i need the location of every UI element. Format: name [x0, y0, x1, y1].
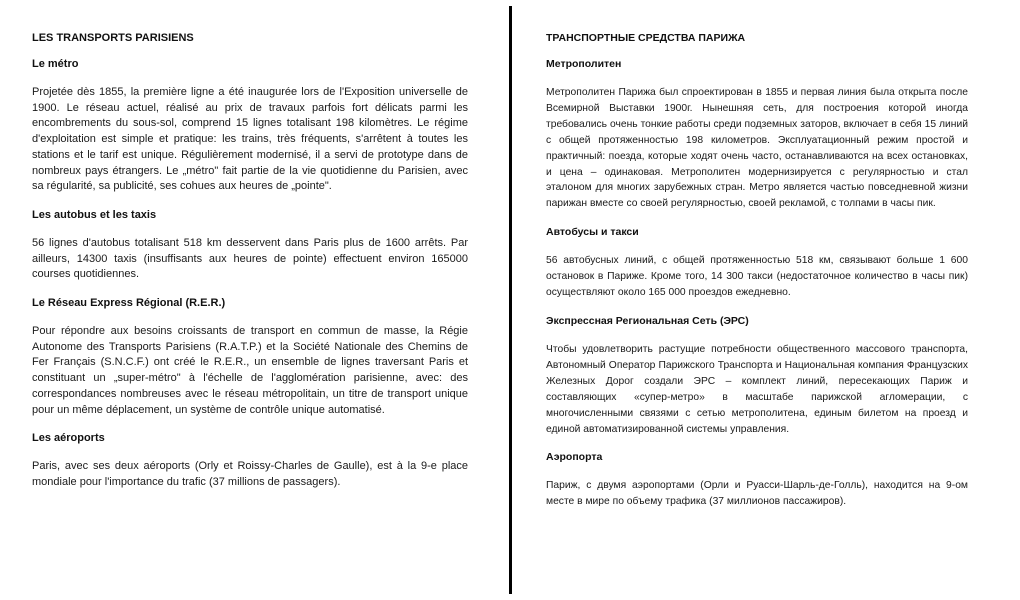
- section-bus-taxi-ru: [546, 225, 968, 301]
- section-airports-fr: [32, 431, 468, 490]
- document-title-fr: LES TRANSPORTS PARISIENS: [32, 32, 194, 44]
- russian-column: [546, 31, 968, 523]
- section-body: Paris, avec ses deux aéroports (Orly et Roissy-Charles de Gaulle), est à la 9-e place mondiale pour l'importance du trafic (37 millions de passagers).: [32, 460, 468, 488]
- section-airports-ru: [546, 450, 968, 510]
- french-column: [32, 31, 468, 504]
- section-body: Pour répondre aux besoins croissants de transport en commun de masse, la Régie Autonome des Transports Parisiens (R.A.T.P.) et la Société Nationale des Chemins de Fer Français (S.N.C.F.) ont créé le R.E.R., un ensemble de lignes traversant Paris et constituant un „super-métro" à l'échelle de l'agglomération parisienne, avec: des correspondances nombreuses avec le réseau métropolitain, un titre de transport unique pour un même déplacement, un système de contrôle unique automatisé.: [32, 325, 468, 416]
- section-heading: Le métro: [32, 58, 79, 70]
- section-heading: Метрополитен: [546, 58, 622, 70]
- section-rer-fr: [32, 296, 468, 418]
- section-heading: Le Réseau Express Régional (R.E.R.): [32, 297, 226, 310]
- section-heading: Экспрессная Региональная Сеть (ЭРС): [546, 314, 749, 327]
- section-heading: Аэропорта: [546, 451, 603, 464]
- section-heading: Les aéroports: [32, 432, 105, 445]
- section-body: Метрополитен Парижа был спроектирован в 1855 и первая линия была открыта после Всемирной Выставки 1900г. Нынешняя сеть, для построения которой иногда требовались очень тонкие работы среди подземных заторов, включает в себя 15 линий с общей протяженностью 198 километров. Эксплуатационный режим простой и практичный: поезда, которые ходят очень часто, останавливаются на всех остановках, и цена – одинаковая. Метрополитен модернизируется с регулярностью и стал эталоном для многих зарубежных стран. Метро является частью повседневной жизни парижан вместе со своей регулярностью, своей рекламой, с толпами в часы пик.: [546, 87, 968, 210]
- section-body: Projetée dès 1855, la première ligne a été inaugurée lors de l'Exposition universelle de 1900. Le réseau actuel, réalisé au prix de travaux parfois fort délicats parmi les encombrements du sous-sol, comprend 15 lignes totalisant 198 kilomètres. Le régime d'exploitation est simple et pratique: les trains, très fréquents, s'arrêtent à toutes les stations et le tarif est unique. Régulièrement modernisé, il a servi de prototype dans de nombreux pays étrangers. Le „métro" fait partie de la vie quotidienne du Parisien, avec sa régularité, sa publicité, ses cohues aux heures de „pointe".: [32, 86, 468, 193]
- document-title-ru: ТРАНСПОРТНЫЕ СРЕДСТВА ПАРИЖА: [546, 32, 746, 44]
- section-body: Париж, с двумя аэропортами (Орли и Руасси-Шарль-де-Голль), находится на 9-ом месте в мире по объему трафика (37 миллионов пассажиров).: [546, 480, 968, 508]
- section-heading: Автобусы и такси: [546, 226, 639, 239]
- section-metro-fr: [32, 57, 468, 195]
- section-body: Чтобы удовлетворить растущие потребности общественного массового транспорта, Автономный Оператор Парижского Транспорта и Национальная компания Французских Железных Дорог создали ЭРС – комплект линий, пересекающих Париж и составляющих «супер-метро» в масштабе парижской агломерации, с многочисленными связями с сетью метрополитена, единым билетом на проезд и единой автоматизированной системы управления.: [546, 343, 968, 435]
- section-body: 56 автобусных линий, с общей протяженностью 518 км, связывают больше 1 600 остановок в Париже. Кроме того, 14 300 такси (недостаточное количество в часы пик) осуществляют около 165 000 проездов ежедневно.: [546, 255, 968, 299]
- column-divider: [509, 6, 512, 594]
- section-bus-taxi-fr: [32, 208, 468, 283]
- section-rer-ru: [546, 314, 968, 437]
- section-metro-ru: [546, 57, 968, 212]
- section-body: 56 lignes d'autobus totalisant 518 km desservent dans Paris plus de 1600 arrêts. Par ailleurs, 14300 taxis (insuffisants aux heures de pointe) effectuent environ 165000 courses quotidiennes.: [32, 236, 468, 281]
- section-heading: Les autobus et les taxis: [32, 208, 157, 221]
